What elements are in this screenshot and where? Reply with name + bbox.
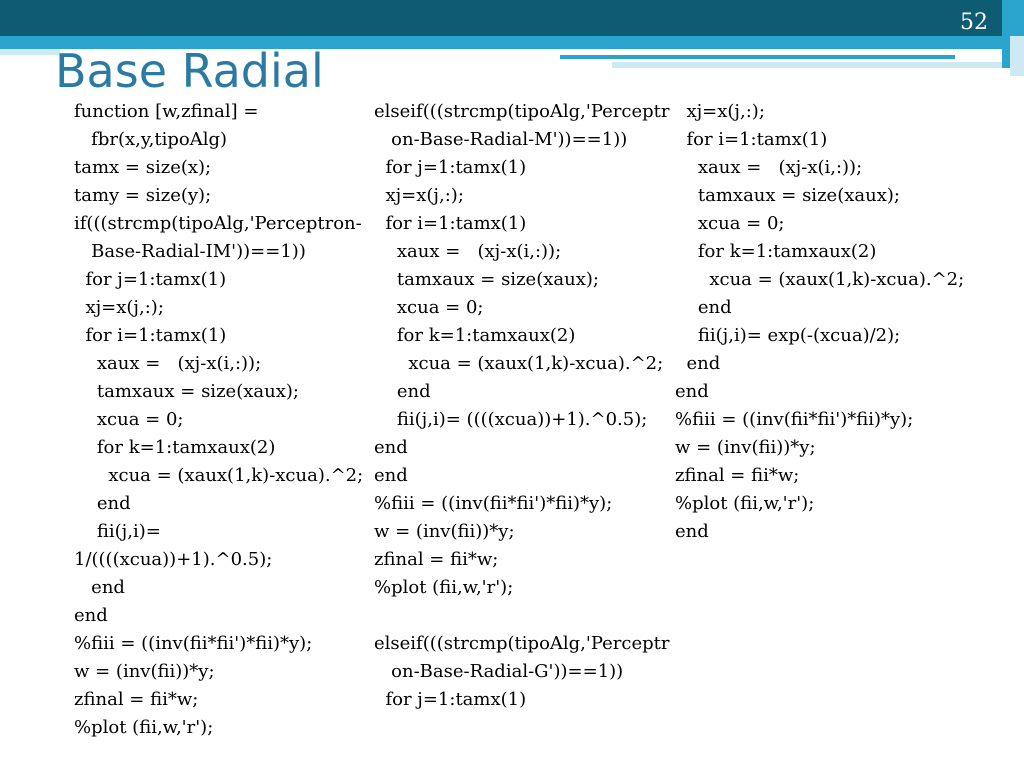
- header-accent-left: [0, 49, 60, 55]
- code-line: xcua = (xaux(1,k)-xcua).^2;: [74, 465, 364, 486]
- code-line: end: [74, 493, 131, 514]
- code-line: fii(j,i)= exp(-(xcua)/2);: [675, 325, 901, 346]
- code-line: %plot (fii,w,'r');: [74, 717, 214, 738]
- header-accent-right-pale: [1010, 36, 1024, 76]
- code-line: tamxaux = size(xaux);: [374, 269, 599, 290]
- code-line: for i=1:tamx(1): [74, 325, 227, 346]
- code-line: for k=1:tamxaux(2): [74, 437, 276, 458]
- code-line: for i=1:tamx(1): [675, 129, 828, 150]
- code-line: [374, 602, 670, 630]
- code-line: xaux = (xj-x(i,:));: [675, 157, 863, 178]
- code-line: for j=1:tamx(1): [74, 269, 227, 290]
- code-line: xcua = (xaux(1,k)-xcua).^2;: [675, 269, 965, 290]
- code-line: end: [675, 381, 709, 402]
- code-line: end: [675, 353, 721, 374]
- code-line: %fiii = ((inv(fii*fii')*fii)*y);: [74, 633, 313, 654]
- slide-number: 52: [960, 10, 988, 35]
- header-band-dark: [0, 0, 1024, 36]
- code-line: xaux = (xj-x(i,:));: [74, 353, 262, 374]
- code-line: %plot (fii,w,'r');: [675, 493, 815, 514]
- code-line: w = (inv(fii))*y;: [74, 661, 215, 682]
- code-line: %fiii = ((inv(fii*fii')*fii)*y);: [374, 493, 613, 514]
- code-line: elseif(((strcmp(tipoAlg,'Perceptr: [374, 633, 670, 654]
- code-line: if(((strcmp(tipoAlg,'Perceptron-: [74, 213, 362, 234]
- code-line: end: [74, 577, 125, 598]
- code-line: %fiii = ((inv(fii*fii')*fii)*y);: [675, 409, 914, 430]
- code-line: xj=x(j,:);: [74, 297, 164, 318]
- code-line: fbr(x,y,tipoAlg): [74, 129, 227, 150]
- code-line: xcua = (xaux(1,k)-xcua).^2;: [374, 353, 664, 374]
- code-line: xcua = 0;: [374, 297, 484, 318]
- code-line: end: [675, 297, 732, 318]
- code-line: Base-Radial-IM'))==1)): [74, 241, 306, 262]
- code-line: end: [374, 381, 431, 402]
- code-line: xcua = 0;: [675, 213, 785, 234]
- code-line: on-Base-Radial-M'))==1)): [374, 129, 628, 150]
- code-line: for i=1:tamx(1): [374, 213, 527, 234]
- code-line: 1/((((xcua))+1).^0.5);: [74, 549, 273, 570]
- code-line: for k=1:tamxaux(2): [374, 325, 576, 346]
- code-column-3: [675, 98, 964, 546]
- code-line: tamxaux = size(xaux);: [74, 381, 299, 402]
- slide-title: Base Radial: [55, 44, 324, 98]
- header-accent-line-pale: [612, 62, 1007, 68]
- code-line: on-Base-Radial-G'))==1)): [374, 661, 624, 682]
- code-column-2: [374, 98, 670, 714]
- code-line: tamy = size(y);: [74, 185, 212, 206]
- code-line: w = (inv(fii))*y;: [374, 521, 515, 542]
- code-line: for j=1:tamx(1): [374, 157, 527, 178]
- code-line: zfinal = fii*w;: [675, 465, 800, 486]
- code-line: xj=x(j,:);: [374, 185, 464, 206]
- code-line: elseif(((strcmp(tipoAlg,'Perceptr: [374, 101, 670, 122]
- code-line: tamx = size(x);: [74, 157, 212, 178]
- code-line: xaux = (xj-x(i,:));: [374, 241, 562, 262]
- code-line: zfinal = fii*w;: [74, 689, 199, 710]
- code-line: end: [374, 465, 408, 486]
- code-line: end: [374, 437, 408, 458]
- code-line: for k=1:tamxaux(2): [675, 241, 877, 262]
- code-line: %plot (fii,w,'r');: [374, 577, 514, 598]
- code-line: fii(j,i)= ((((xcua))+1).^0.5);: [374, 409, 648, 430]
- code-line: zfinal = fii*w;: [374, 549, 499, 570]
- code-line: fii(j,i)=: [74, 521, 161, 542]
- code-line: for j=1:tamx(1): [374, 689, 527, 710]
- code-line: end: [74, 605, 108, 626]
- code-column-1: [74, 98, 363, 742]
- header-accent-line: [560, 55, 955, 59]
- code-line: end: [675, 521, 709, 542]
- code-line: tamxaux = size(xaux);: [675, 185, 900, 206]
- code-line: w = (inv(fii))*y;: [675, 437, 816, 458]
- code-line: function [w,zfinal] =: [74, 101, 259, 122]
- code-line: xj=x(j,:);: [675, 101, 765, 122]
- code-line: xcua = 0;: [74, 409, 184, 430]
